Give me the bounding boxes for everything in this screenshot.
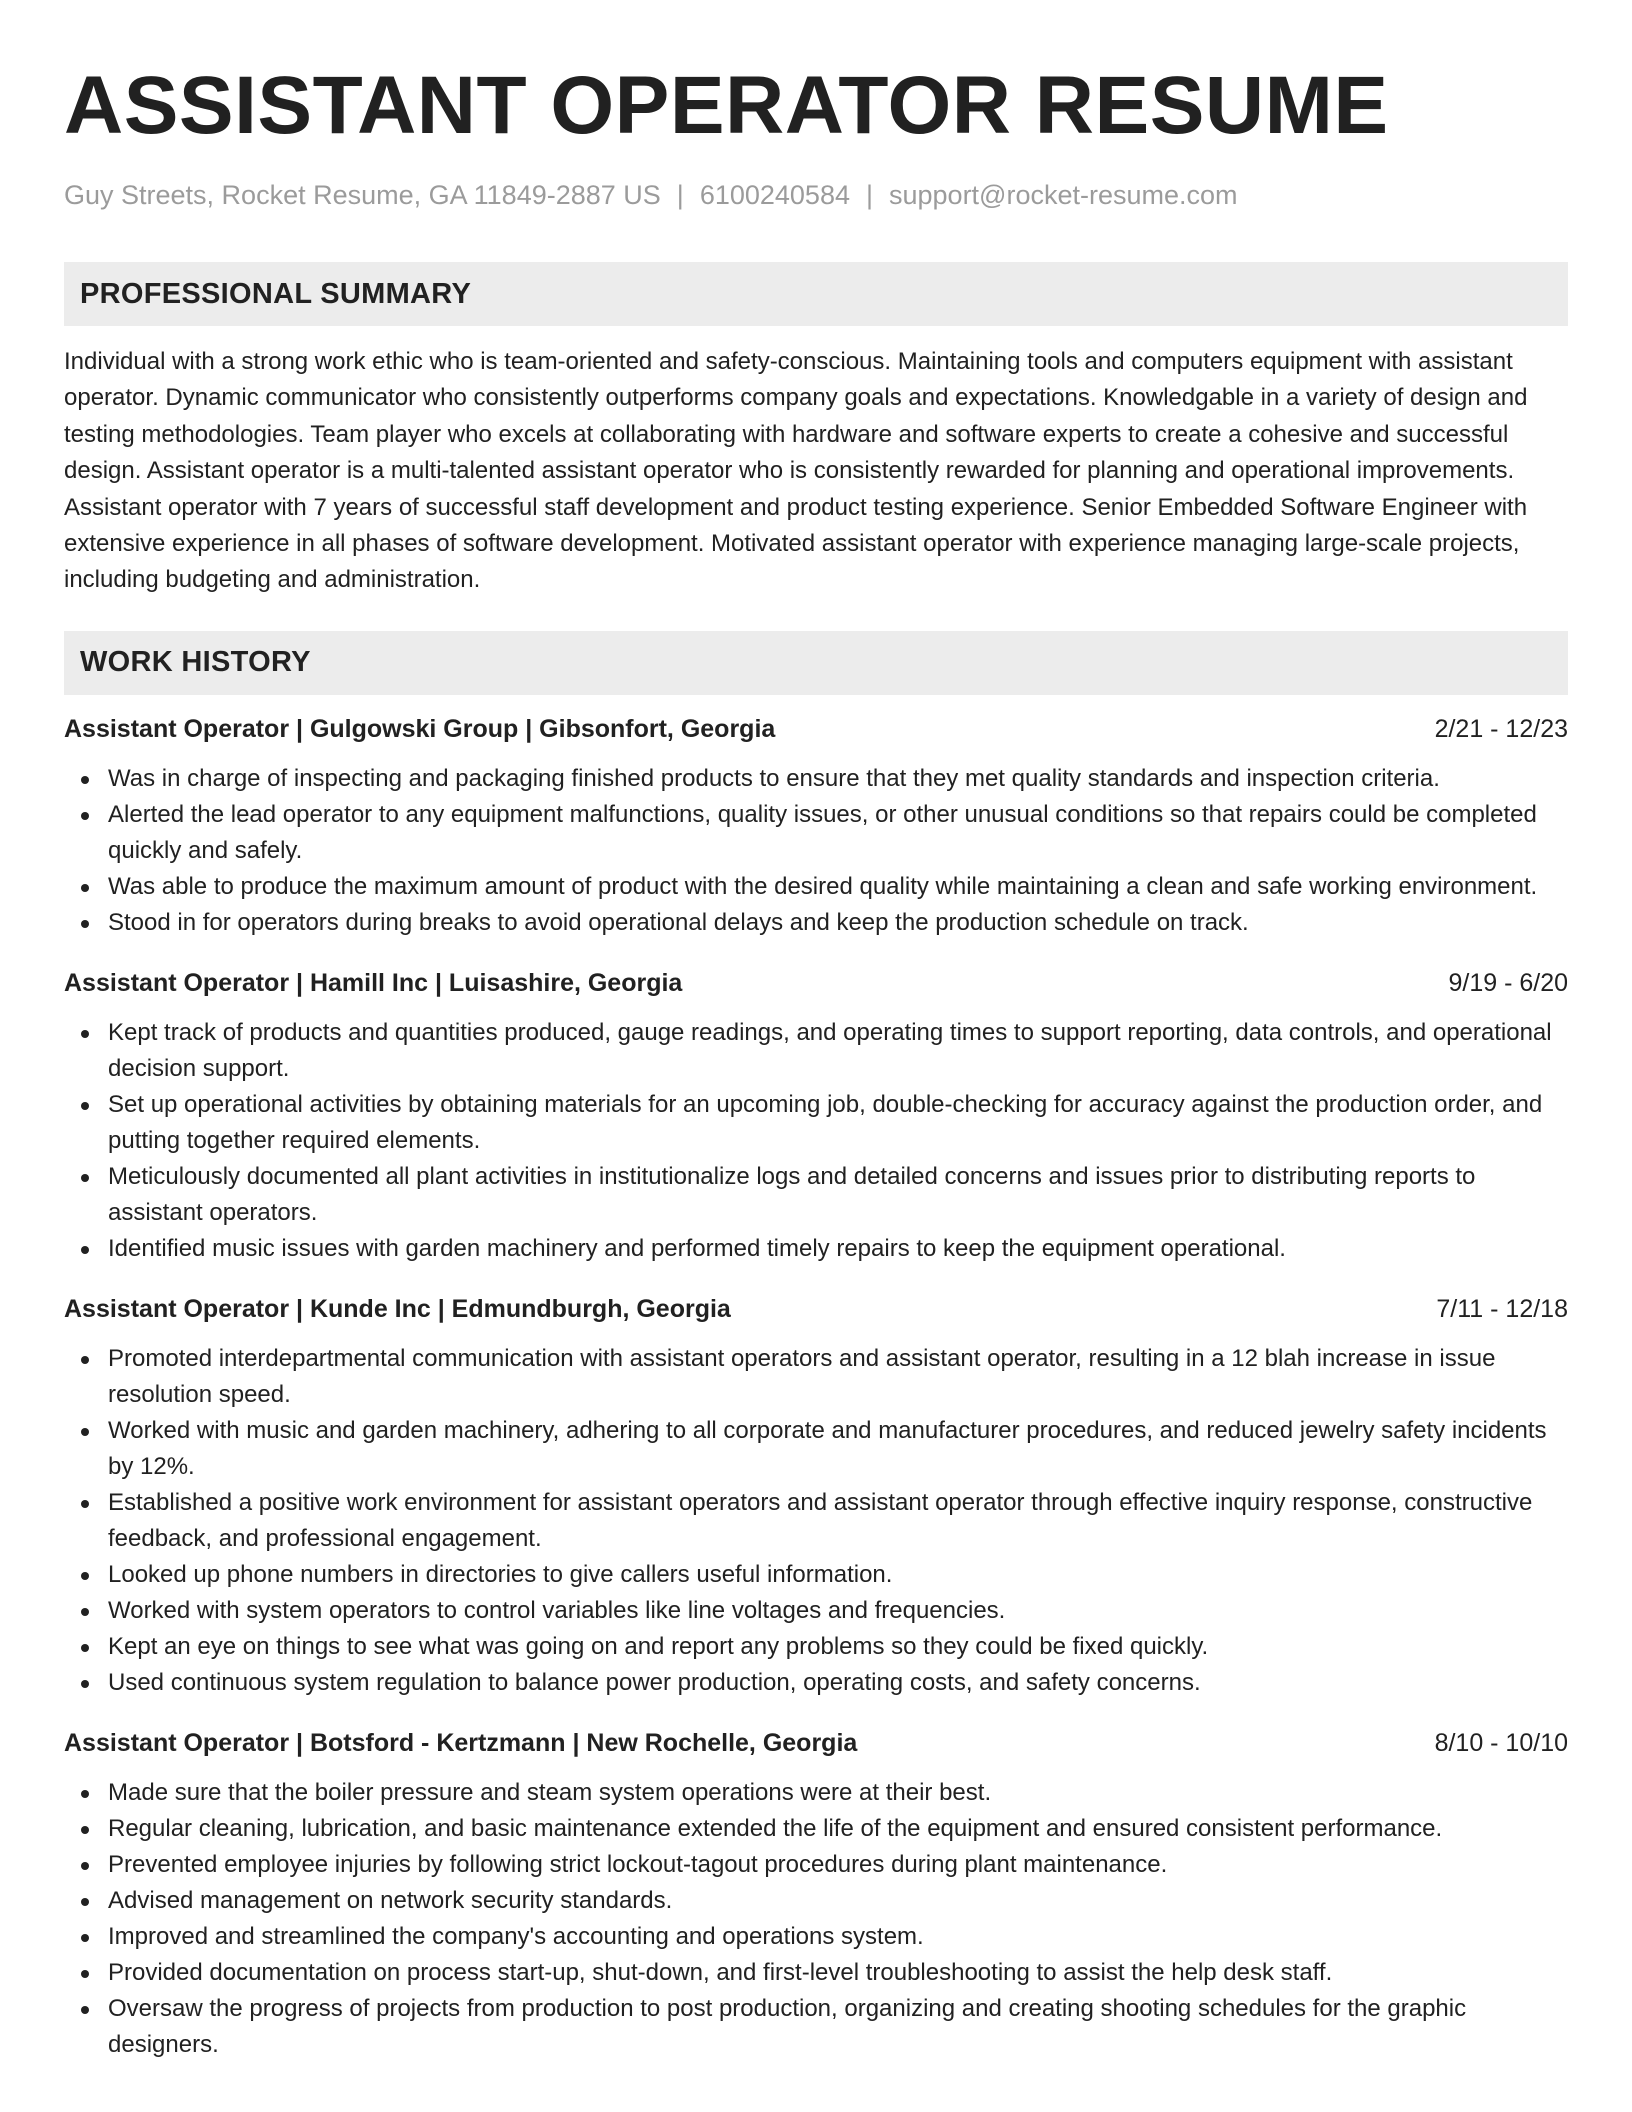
job-bullet: Meticulously documented all plant activities in institutionalize logs and detailed concerns and issues prior to distributing reports to assistant operators. xyxy=(64,1159,1568,1231)
job-dates: 8/10 - 10/10 xyxy=(1434,1728,1568,1757)
job-bullet-list xyxy=(64,1775,1568,2063)
contact-separator: | xyxy=(865,180,873,210)
resume-title: ASSISTANT OPERATOR RESUME xyxy=(64,60,1389,151)
job-bullet: Kept track of products and quantities produced, gauge readings, and operating times to support reporting, data controls, and operational decision support. xyxy=(64,1015,1568,1087)
contact-line xyxy=(64,178,1568,212)
summary-heading: PROFESSIONAL SUMMARY xyxy=(64,262,1568,326)
job-title: Assistant Operator | Hamill Inc | Luisashire, Georgia xyxy=(64,968,683,997)
job-bullet: Promoted interdepartmental communication with assistant operators and assistant operator, resulting in a 12 blah increase in issue resolution speed. xyxy=(64,1341,1568,1413)
job-dates: 2/21 - 12/23 xyxy=(1434,714,1568,743)
job-header xyxy=(64,1291,1568,1327)
job-entry xyxy=(64,965,1568,1267)
job-entry xyxy=(64,711,1568,941)
job-bullet-list xyxy=(64,1015,1568,1267)
job-bullet: Used continuous system regulation to balance power production, operating costs, and safety concerns. xyxy=(64,1665,1568,1701)
contact-email: support@rocket-resume.com xyxy=(889,180,1238,210)
job-bullet: Alerted the lead operator to any equipment malfunctions, quality issues, or other unusual conditions so that repairs could be completed quickly and safely. xyxy=(64,797,1568,869)
job-title: Assistant Operator | Gulgowski Group | Gibsonfort, Georgia xyxy=(64,714,776,743)
work-history-heading: WORK HISTORY xyxy=(64,631,1568,695)
work-history-list xyxy=(64,711,1568,2063)
job-bullet: Stood in for operators during breaks to avoid operational delays and keep the production schedule on track. xyxy=(64,905,1568,941)
job-bullet: Looked up phone numbers in directories to give callers useful information. xyxy=(64,1557,1568,1593)
job-dates: 9/19 - 6/20 xyxy=(1448,968,1568,997)
job-bullet-list xyxy=(64,1341,1568,1701)
job-title: Assistant Operator | Botsford - Kertzmann | New Rochelle, Georgia xyxy=(64,1728,858,1757)
job-bullet: Oversaw the progress of projects from production to post production, organizing and creating shooting schedules for the graphic designers. xyxy=(64,1991,1568,2063)
job-bullet: Prevented employee injuries by following strict lockout-tagout procedures during plant maintenance. xyxy=(64,1847,1568,1883)
job-bullet: Advised management on network security standards. xyxy=(64,1883,1568,1919)
job-bullet: Made sure that the boiler pressure and steam system operations were at their best. xyxy=(64,1775,1568,1811)
job-header xyxy=(64,711,1568,747)
job-header xyxy=(64,1725,1568,1761)
job-bullet: Was in charge of inspecting and packaging finished products to ensure that they met quality standards and inspection criteria. xyxy=(64,761,1568,797)
job-title: Assistant Operator | Kunde Inc | Edmundburgh, Georgia xyxy=(64,1294,731,1323)
job-bullet: Worked with music and garden machinery, adhering to all corporate and manufacturer procedures, and reduced jewelry safety incidents by 12%. xyxy=(64,1413,1568,1485)
job-header xyxy=(64,965,1568,1001)
job-entry xyxy=(64,1291,1568,1701)
job-bullet: Set up operational activities by obtaining materials for an upcoming job, double-checking for accuracy against the production order, and putting together required elements. xyxy=(64,1087,1568,1159)
job-bullet: Worked with system operators to control variables like line voltages and frequencies. xyxy=(64,1593,1568,1629)
contact-separator: | xyxy=(676,180,684,210)
job-entry xyxy=(64,1725,1568,2063)
job-bullet: Identified music issues with garden machinery and performed timely repairs to keep the equipment operational. xyxy=(64,1231,1568,1267)
job-dates: 7/11 - 12/18 xyxy=(1436,1294,1568,1323)
job-bullet: Provided documentation on process start-up, shut-down, and first-level troubleshooting to assist the help desk staff. xyxy=(64,1955,1568,1991)
summary-text: Individual with a strong work ethic who is team-oriented and safety-conscious. Maintaining tools and computers equipment with assistant operator. Dynamic communicator who consistently outperforms company goals and expectations. Knowledgable in a variety of design and testing methodologies. Team player who excels at collaborating with hardware and software experts to create a cohesive and successful design. Assistant operator is a multi-talented assistant operator who is consistently rewarded for planning and operational improvements. Assistant operator with 7 years of successful staff development and product testing experience. Senior Embedded Software Engineer with extensive experience in all phases of software development. Motivated assistant operator with experience managing large-scale projects, including budgeting and administration. xyxy=(64,348,1528,594)
contact-phone: 6100240584 xyxy=(699,180,850,210)
job-bullet: Established a positive work environment for assistant operators and assistant operator through effective inquiry response, constructive feedback, and professional engagement. xyxy=(64,1485,1568,1557)
job-bullet: Was able to produce the maximum amount of product with the desired quality while maintaining a clean and safe working environment. xyxy=(64,869,1568,905)
job-bullet: Improved and streamlined the company's accounting and operations system. xyxy=(64,1919,1568,1955)
job-bullet-list xyxy=(64,761,1568,941)
job-bullet: Regular cleaning, lubrication, and basic maintenance extended the life of the equipment and ensured consistent performance. xyxy=(64,1811,1568,1847)
job-bullet: Kept an eye on things to see what was going on and report any problems so they could be fixed quickly. xyxy=(64,1629,1568,1665)
contact-address: Guy Streets, Rocket Resume, GA 11849-2887 US xyxy=(64,180,661,210)
